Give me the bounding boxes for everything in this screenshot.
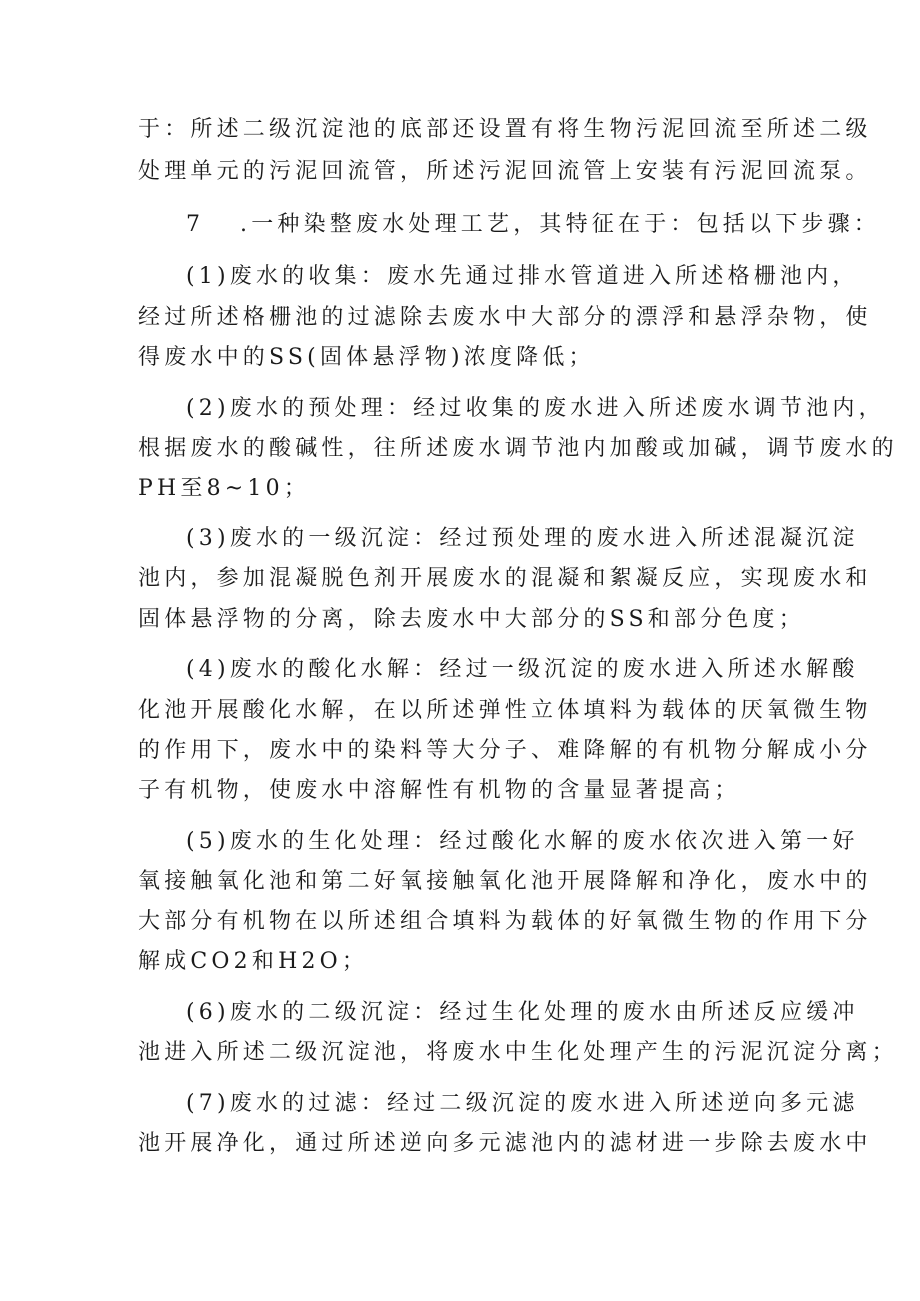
- step-5-line-1: (5)废水的生化处理：经过酸化水解的废水依次进入第一好: [186, 829, 859, 854]
- step-7-line-2: 池开展净化，通过所述逆向多元滤池内的滤材进一步除去废水中: [138, 1131, 872, 1156]
- continuation-line-1: 于：所述二级沉淀池的底部还设置有将生物污泥回流至所述二级: [138, 117, 872, 142]
- step-5-line-3: 大部分有机物在以所述组合填料为载体的好氧微生物的作用下分: [138, 909, 872, 934]
- claim-number: 7: [186, 212, 200, 237]
- step-4-line-1: (4)废水的酸化水解：经过一级沉淀的废水进入所述水解酸: [186, 657, 859, 682]
- step-1-line-2: 经过所述格栅池的过滤除去废水中大部分的漂浮和悬浮杂物，使: [138, 305, 872, 330]
- step-2-line-2: 根据废水的酸碱性，往所述废水调节池内加酸或加碱，调节废水的: [138, 436, 898, 461]
- step-7-line-1: (7)废水的过滤：经过二级沉淀的废水进入所述逆向多元滤: [186, 1091, 859, 1116]
- claim-heading: .一种染整废水处理工艺，其特征在于：包括以下步骤：: [240, 212, 880, 237]
- step-3-line-2: 池内，参加混凝脱色剂开展废水的混凝和絮凝反应，实现废水和: [138, 566, 872, 591]
- step-3-line-1: (3)废水的一级沉淀：经过预处理的废水进入所述混凝沉淀: [186, 526, 859, 551]
- step-4-line-3: 的作用下，废水中的染料等大分子、难降解的有机物分解成小分: [138, 738, 872, 763]
- step-3-line-3: 固体悬浮物的分离，除去废水中大部分的SS和部分色度；: [138, 607, 805, 632]
- step-6-line-2: 池进入所述二级沉淀池，将废水中生化处理产生的污泥沉淀分离；: [138, 1040, 898, 1065]
- step-2-line-3: PH至8~10；: [138, 476, 311, 501]
- step-5-line-2: 氧接触氧化池和第二好氧接触氧化池开展降解和净化，废水中的: [138, 869, 872, 894]
- continuation-line-2: 处理单元的污泥回流管，所述污泥回流管上安装有污泥回流泵。: [138, 159, 872, 184]
- step-6-line-1: (6)废水的二级沉淀：经过生化处理的废水由所述反应缓冲: [186, 1000, 859, 1025]
- step-4-line-4: 子有机物，使废水中溶解性有机物的含量显著提高；: [138, 778, 741, 803]
- step-1-line-3: 得废水中的SS(固体悬浮物)浓度降低；: [138, 345, 595, 370]
- step-5-line-4: 解成CO2和H2O；: [138, 949, 369, 974]
- step-2-line-1: (2)废水的预处理：经过收集的废水进入所述废水调节池内，: [186, 396, 885, 421]
- step-4-line-2: 化池开展酸化水解，在以所述弹性立体填料为载体的厌氧微生物: [138, 698, 872, 723]
- step-1-line-1: (1)废水的收集：废水先通过排水管道进入所述格栅池内，: [186, 264, 859, 289]
